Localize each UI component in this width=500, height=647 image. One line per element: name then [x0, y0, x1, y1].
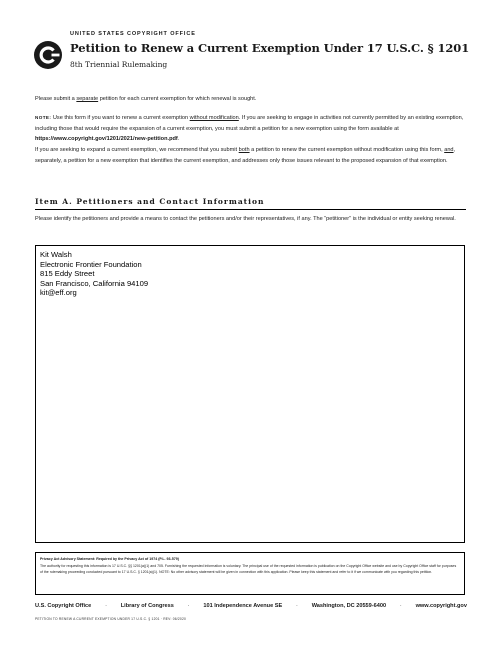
text-span: If you are seeking to expand a current exemption, we recommend that you submit [35, 147, 239, 153]
intro-paragraph-expand [35, 145, 467, 166]
text-span: Use this form if you want to renew a current exemption [51, 115, 190, 121]
new-petition-link[interactable]: https://www.copyright.gov/1201/2021/new-petition.pdf [35, 136, 178, 142]
contact-line: 815 Eddy Street [40, 269, 95, 278]
page-title: Petition to Renew a Current Exemption Under 17 U.S.C. § 1201 [70, 41, 470, 55]
page-subtitle: 8th Triennial Rulemaking [70, 60, 168, 69]
intro-paragraph-separate [35, 94, 467, 105]
note-label: NOTE: [35, 115, 52, 120]
copyright-office-logo-icon [33, 40, 63, 70]
text-span: a petition to renew the current exemption without modification using this form, [249, 147, 445, 153]
footer-separator: · [105, 603, 107, 609]
emphasis-text: separate [76, 96, 99, 102]
agency-name: UNITED STATES COPYRIGHT OFFICE [70, 31, 196, 37]
section-divider [35, 209, 466, 210]
footer-website-link[interactable]: www.copyright.gov [415, 603, 467, 609]
privacy-act-statement [35, 552, 465, 595]
emphasis-text: both [238, 147, 250, 153]
footer-address: 101 Independence Avenue SE [203, 603, 283, 609]
privacy-heading: Privacy Act Advisory Statement: Required by the Privacy Act of 1974 (P.L. 93-579) [40, 557, 179, 561]
text-span: petition for each current exemption for which renewal is sought. [98, 96, 257, 102]
privacy-text: The authority for requesting this information is 17 U.S.C. §§ 1201(a)(1) and 705. Furnishing the requested information is voluntary. The principal use of the requested information is publication on the Copyright Office website and use by Copyright Office staff for purposes of the rulemaking proceeding conducted pursuant to 17 U.S.C. § 1201(a)(1). NOTE: No other advisory statement will be given in connection with this application. Please keep this statement and refer to it if we communicate with you regarding this petition. [40, 563, 457, 574]
intro-paragraph-note [35, 113, 467, 145]
section-a-instructions: Please identify the petitioners and provide a means to contact the petitioners and/or their representatives, if any. The “petitioner” is the individual or entity seeking renewal. [35, 216, 456, 222]
page-footer [35, 603, 467, 609]
section-a-heading: Item A. Petitioners and Contact Information [35, 197, 265, 206]
contact-line: Electronic Frontier Foundation [40, 259, 142, 269]
petitioner-contact-field[interactable] [35, 245, 465, 543]
contact-line: San Francisco, California 94109 [40, 278, 149, 288]
footer-library: Library of Congress [120, 603, 174, 609]
text-span: , separately, a petition for a new exemption that identifies the current exemption, and addresses only those issues relevant to the proposed expansion of that exemption. [35, 147, 456, 164]
footer-city: Washington, DC 20559-6400 [311, 603, 387, 609]
form-code: PETITION TO RENEW A CURRENT EXEMPTION UNDER 17 U.S.C. § 1201 · REV: 06/2020 [35, 617, 187, 621]
footer-separator: · [296, 603, 298, 609]
text-span: . If you are seeking to engage in activities not currently permitted by an existing exemption, including those that would require the expansion of a current exemption, you must submit a petition for a new exemption using the form available at [35, 115, 464, 132]
footer-separator: · [399, 603, 402, 609]
footer-office: U.S. Copyright Office [35, 603, 92, 609]
contact-line: kit@eff.org [40, 288, 77, 297]
text-span: . [177, 136, 180, 142]
text-span: Please submit a [35, 96, 77, 102]
footer-separator: · [187, 603, 190, 609]
contact-line: Kit Walsh [40, 250, 72, 259]
emphasis-text: without modification [189, 115, 239, 121]
emphasis-text: and [444, 147, 454, 153]
petitioner-contact-value [40, 250, 148, 298]
